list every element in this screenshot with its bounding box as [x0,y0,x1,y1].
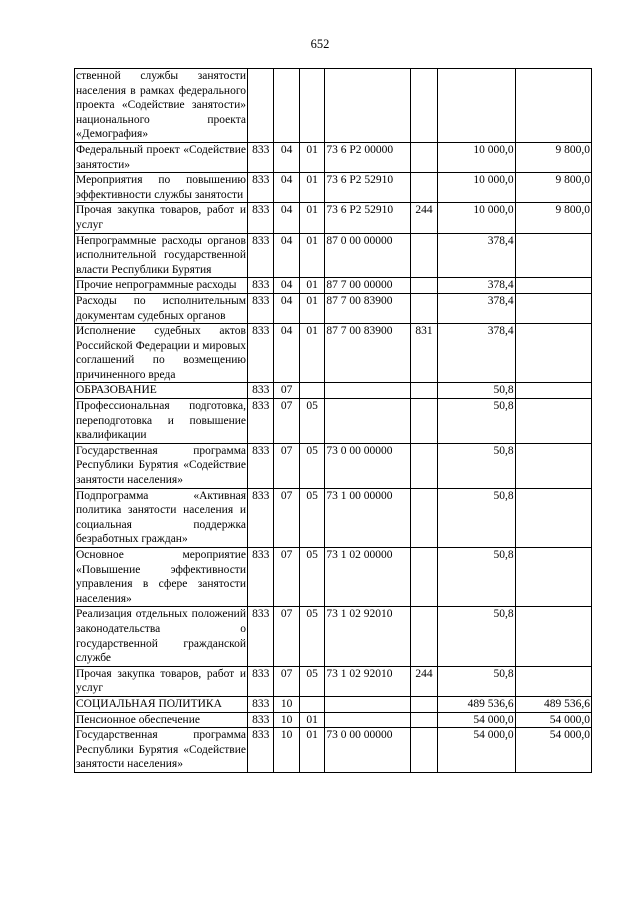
amount-first-cell: 50,8 [438,443,515,488]
subsection-code-cell: 01 [299,712,324,728]
target-article-cell: 73 6 Р2 52910 [325,173,410,203]
target-article-cell [325,399,410,444]
expense-type-cell [410,607,437,666]
amount-first-cell: 489 536,6 [438,696,515,712]
amount-first-cell: 54 000,0 [438,712,515,728]
subsection-code-cell [299,69,324,143]
expense-type-cell [410,278,437,294]
table-row [75,548,592,607]
amount-second-cell [515,233,591,278]
expense-type-cell [410,712,437,728]
table-row [75,278,592,294]
row-name-cell: Расходы по исполнительным документам судебных органов [75,293,248,323]
row-name-cell: Непрограммные расходы органов исполнительной государственной власти Республики Бурятия [75,233,248,278]
subsection-code-cell: 05 [299,666,324,696]
table-row [75,69,592,143]
target-article-cell: 87 7 00 83900 [325,324,410,383]
amount-second-cell [515,399,591,444]
row-name-cell: Прочая закупка товаров, работ и услуг [75,666,248,696]
grbs-code-cell: 833 [248,399,274,444]
subsection-code-cell: 01 [299,173,324,203]
amount-second-cell: 489 536,6 [515,696,591,712]
expense-type-cell: 831 [410,324,437,383]
subsection-code-cell [299,383,324,399]
table-row [75,696,592,712]
subsection-code-cell: 05 [299,607,324,666]
grbs-code-cell: 833 [248,548,274,607]
expense-type-cell [410,399,437,444]
row-name-cell: Реализация отдельных положений законодательства о государственной гражданской службе [75,607,248,666]
section-code-cell: 07 [274,383,299,399]
section-code-cell: 07 [274,548,299,607]
table-row [75,443,592,488]
grbs-code-cell: 833 [248,607,274,666]
amount-second-cell [515,443,591,488]
row-name-cell: Основное мероприятие «Повышение эффективности управления в сфере занятости населения» [75,548,248,607]
amount-first-cell: 10 000,0 [438,142,515,172]
table-row [75,142,592,172]
amount-first-cell: 378,4 [438,324,515,383]
amount-second-cell [515,548,591,607]
expense-type-cell [410,488,437,547]
expense-type-cell [410,69,437,143]
grbs-code-cell: 833 [248,696,274,712]
section-code-cell: 04 [274,293,299,323]
amount-second-cell: 9 800,0 [515,203,591,233]
section-code-cell: 04 [274,278,299,294]
row-name-cell: Государственная программа Республики Бурятия «Содействие занятости населения» [75,728,248,773]
amount-second-cell: 54 000,0 [515,712,591,728]
table-row [75,233,592,278]
expense-type-cell [410,443,437,488]
subsection-code-cell: 01 [299,293,324,323]
amount-first-cell: 50,8 [438,607,515,666]
subsection-code-cell: 01 [299,142,324,172]
grbs-code-cell: 833 [248,666,274,696]
amount-second-cell [515,666,591,696]
subsection-code-cell: 05 [299,488,324,547]
table-row [75,712,592,728]
target-article-cell [325,69,410,143]
expense-type-cell: 244 [410,666,437,696]
section-code-cell: 07 [274,607,299,666]
table-row [75,383,592,399]
expense-type-cell [410,142,437,172]
grbs-code-cell: 833 [248,203,274,233]
target-article-cell [325,712,410,728]
expense-type-cell [410,696,437,712]
grbs-code-cell: 833 [248,233,274,278]
amount-second-cell [515,293,591,323]
expense-type-cell [410,173,437,203]
subsection-code-cell: 01 [299,728,324,773]
table-row [75,399,592,444]
table-row [75,293,592,323]
row-name-cell: Пенсионное обеспечение [75,712,248,728]
table-body [75,69,592,773]
amount-first-cell: 50,8 [438,666,515,696]
target-article-cell: 73 1 00 00000 [325,488,410,547]
grbs-code-cell [248,69,274,143]
expense-type-cell: 244 [410,203,437,233]
page-number: 652 [310,37,330,51]
row-name-cell: Государственная программа Республики Бурятия «Содействие занятости населения» [75,443,248,488]
expense-type-cell [410,548,437,607]
section-code-cell: 07 [274,399,299,444]
subsection-code-cell: 01 [299,233,324,278]
amount-second-cell [515,383,591,399]
budget-table [74,68,592,773]
table-row [75,488,592,547]
amount-first-cell: 50,8 [438,548,515,607]
subsection-code-cell: 05 [299,443,324,488]
amount-first-cell: 378,4 [438,233,515,278]
target-article-cell: 73 1 02 92010 [325,607,410,666]
subsection-code-cell [299,696,324,712]
grbs-code-cell: 833 [248,142,274,172]
row-name-cell: Профессиональная подготовка, переподготовка и повышение квалификации [75,399,248,444]
target-article-cell: 73 1 02 92010 [325,666,410,696]
expense-type-cell [410,383,437,399]
target-article-cell: 73 1 02 00000 [325,548,410,607]
row-name-cell: Подпрограмма «Активная политика занятости населения и социальная поддержка безработных граждан» [75,488,248,547]
grbs-code-cell: 833 [248,293,274,323]
subsection-code-cell: 01 [299,278,324,294]
expense-type-cell [410,293,437,323]
target-article-cell: 87 0 00 00000 [325,233,410,278]
grbs-code-cell: 833 [248,278,274,294]
section-code-cell: 10 [274,728,299,773]
expense-type-cell [410,728,437,773]
expense-type-cell [410,233,437,278]
subsection-code-cell: 05 [299,399,324,444]
row-name-cell: Федеральный проект «Содействие занятости» [75,142,248,172]
grbs-code-cell: 833 [248,488,274,547]
target-article-cell: 87 7 00 83900 [325,293,410,323]
subsection-code-cell: 05 [299,548,324,607]
row-name-cell: СОЦИАЛЬНАЯ ПОЛИТИКА [75,696,248,712]
section-code-cell: 04 [274,173,299,203]
table-row [75,607,592,666]
target-article-cell: 73 0 00 00000 [325,728,410,773]
section-code-cell [274,69,299,143]
target-article-cell [325,383,410,399]
section-code-cell: 10 [274,712,299,728]
section-code-cell: 07 [274,443,299,488]
amount-second-cell: 9 800,0 [515,173,591,203]
target-article-cell [325,696,410,712]
table-row [75,666,592,696]
target-article-cell: 73 6 Р2 00000 [325,142,410,172]
grbs-code-cell: 833 [248,383,274,399]
amount-first-cell: 50,8 [438,399,515,444]
grbs-code-cell: 833 [248,728,274,773]
amount-first-cell: 10 000,0 [438,173,515,203]
row-name-cell: ственной службы занятости населения в рамках федерального проекта «Содействие занятости» национального проекта «Демография» [75,69,248,143]
row-name-cell: Мероприятия по повышению эффективности службы занятости [75,173,248,203]
section-code-cell: 04 [274,324,299,383]
row-name-cell: ОБРАЗОВАНИЕ [75,383,248,399]
section-code-cell: 10 [274,696,299,712]
amount-second-cell [515,488,591,547]
row-name-cell: Прочие непрограммные расходы [75,278,248,294]
amount-first-cell: 378,4 [438,293,515,323]
amount-first-cell: 10 000,0 [438,203,515,233]
section-code-cell: 04 [274,142,299,172]
target-article-cell: 73 6 Р2 52910 [325,203,410,233]
section-code-cell: 07 [274,488,299,547]
amount-first-cell: 378,4 [438,278,515,294]
table-row [75,324,592,383]
table-row [75,173,592,203]
amount-first-cell: 54 000,0 [438,728,515,773]
row-name-cell: Исполнение судебных актов Российской Федерации и мировых соглашений по возмещению причиненного вреда [75,324,248,383]
grbs-code-cell: 833 [248,173,274,203]
grbs-code-cell: 833 [248,443,274,488]
row-name-cell: Прочая закупка товаров, работ и услуг [75,203,248,233]
amount-second-cell [515,607,591,666]
section-code-cell: 07 [274,666,299,696]
amount-second-cell [515,69,591,143]
table-row [75,203,592,233]
amount-first-cell: 50,8 [438,488,515,547]
grbs-code-cell: 833 [248,324,274,383]
subsection-code-cell: 01 [299,203,324,233]
target-article-cell: 87 7 00 00000 [325,278,410,294]
amount-second-cell [515,278,591,294]
table-row [75,728,592,773]
amount-second-cell: 9 800,0 [515,142,591,172]
amount-second-cell [515,324,591,383]
section-code-cell: 04 [274,203,299,233]
section-code-cell: 04 [274,233,299,278]
amount-first-cell: 50,8 [438,383,515,399]
target-article-cell: 73 0 00 00000 [325,443,410,488]
grbs-code-cell: 833 [248,712,274,728]
subsection-code-cell: 01 [299,324,324,383]
amount-first-cell [438,69,515,143]
amount-second-cell: 54 000,0 [515,728,591,773]
